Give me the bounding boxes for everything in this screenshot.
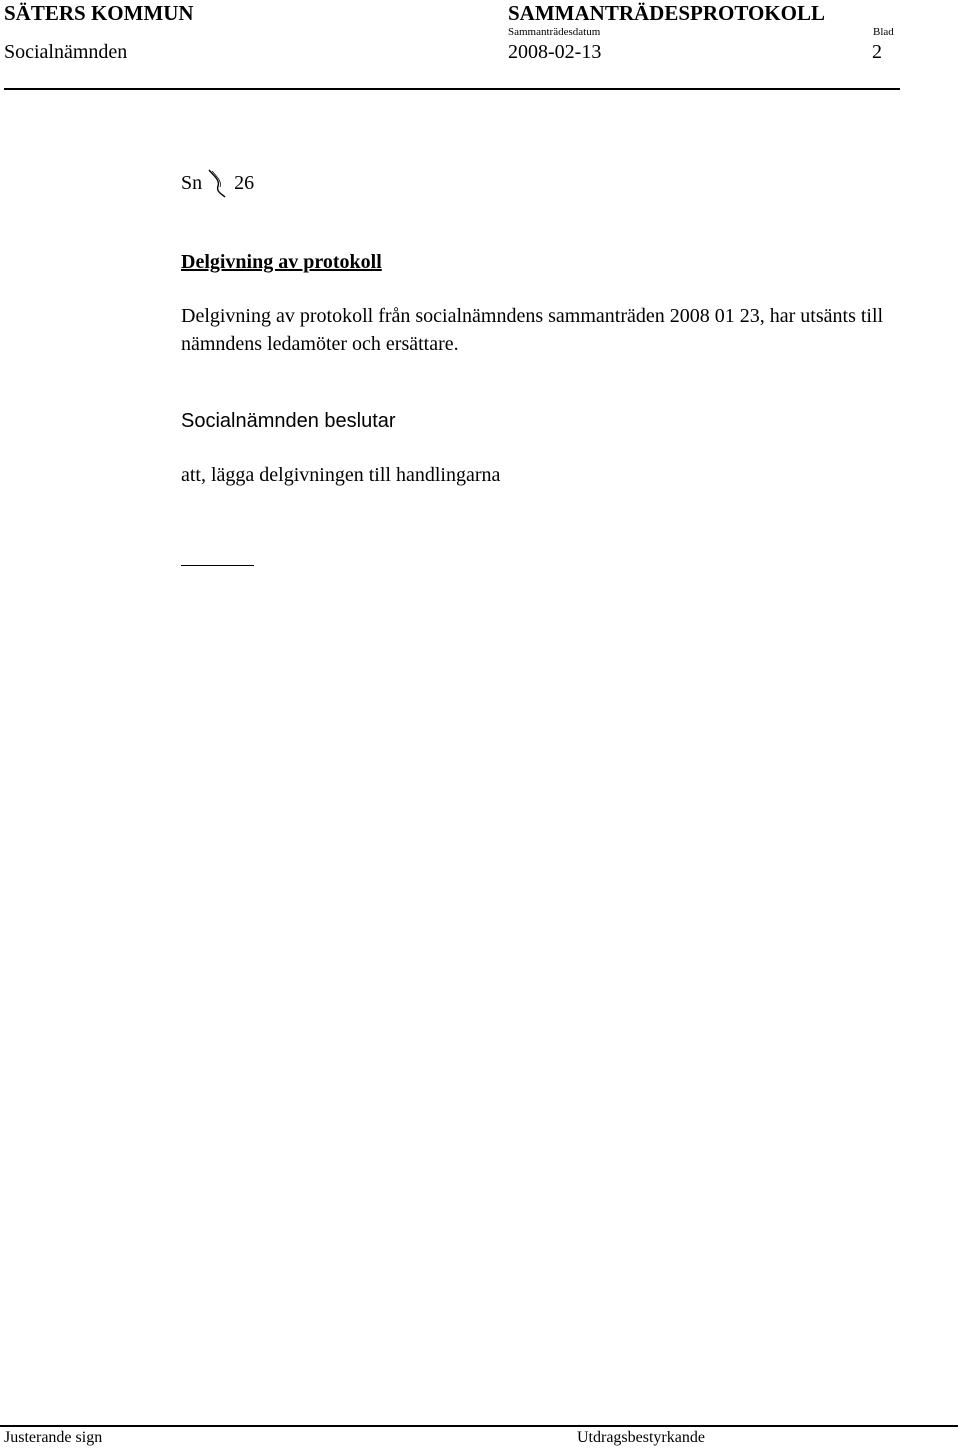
page-number: 2 (872, 41, 882, 63)
section-sign-icon (206, 168, 228, 198)
meeting-date: 2008-02-13 (508, 41, 602, 63)
page-caption: Blad (873, 26, 894, 38)
section-end-rule (181, 565, 254, 566)
footer-utdragsbestyrkande: Utdragsbestyrkande (577, 1429, 705, 1446)
meeting-date-caption: Sammanträdesdatum (508, 26, 601, 38)
department-name: Socialnämnden (4, 41, 128, 63)
organization-name: SÄTERS KOMMUN (4, 1, 194, 25)
paragraph-number: 26 (234, 172, 255, 194)
decision-heading: Socialnämnden beslutar (181, 410, 396, 432)
footer-justerande-sign: Justerande sign (4, 1429, 103, 1446)
section-body: Delgivning av protokoll från socialnämndens sammanträden 2008 01 23, har utsänts till nämndens ledamöter och ersättare. (181, 305, 884, 355)
paragraph-prefix: Sn (181, 172, 203, 194)
paragraph-reference (181, 168, 254, 198)
section-title: Delgivning av protokoll (181, 251, 382, 273)
decision-text: att, lägga delgivningen till handlingarna (181, 464, 501, 486)
document-type: SAMMANTRÄDESPROTOKOLL (508, 1, 825, 25)
header-divider (4, 88, 900, 90)
footer-divider (0, 1425, 958, 1427)
